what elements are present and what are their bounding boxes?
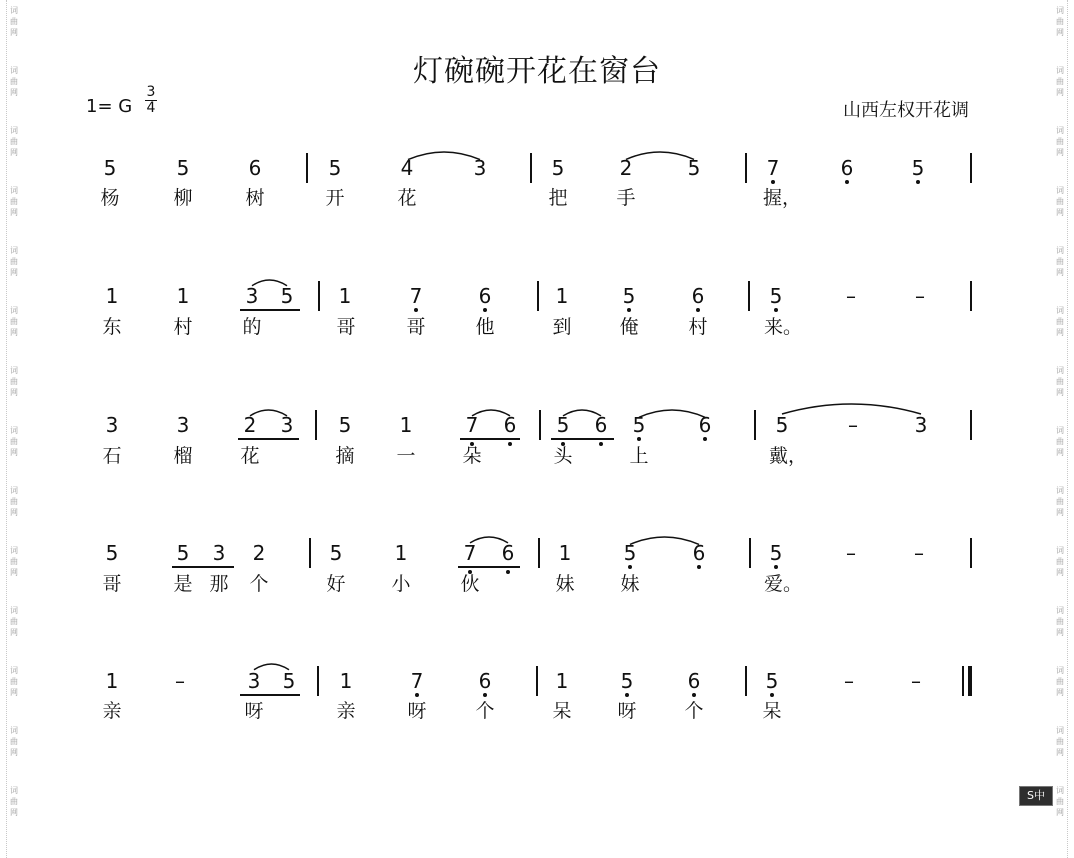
watermark-glyph: 词 — [1056, 786, 1064, 795]
watermark-glyph: 曲 — [1056, 197, 1064, 206]
note: 3 — [280, 413, 294, 437]
note: 1 — [558, 541, 572, 565]
lyric-char: 握， — [763, 187, 802, 209]
lyric-char: 是 — [173, 573, 193, 595]
lyric-char: 头 — [553, 445, 573, 467]
lyric-char: 呆 — [762, 700, 782, 722]
note: 1 — [338, 284, 352, 308]
note: 5 — [103, 156, 117, 180]
watermark-glyph: 词 — [1056, 726, 1064, 735]
watermark-glyph: 词 — [10, 546, 18, 555]
note: 2 — [252, 541, 266, 565]
watermark-glyph: 曲 — [10, 77, 18, 86]
slur — [639, 410, 705, 417]
note: 2 — [243, 413, 257, 437]
watermark-glyph: 网 — [10, 28, 18, 37]
lyric-char: 小 — [391, 573, 411, 595]
note: 5 — [329, 541, 343, 565]
watermark-glyph: 网 — [10, 388, 18, 397]
watermark-glyph: 词 — [1056, 486, 1064, 495]
key-signature: 1= G — [86, 96, 133, 117]
note: 5 — [328, 156, 342, 180]
note: 6 — [248, 156, 262, 180]
watermark-glyph: 曲 — [10, 317, 18, 326]
note: 5 — [903, 157, 933, 179]
lyric-char: 花 — [240, 445, 260, 467]
note: 1 — [176, 284, 190, 308]
watermark-glyph: 网 — [10, 448, 18, 457]
watermark-glyph: 网 — [10, 748, 18, 757]
watermark-glyph: 词 — [10, 6, 18, 15]
note: 5 — [280, 284, 294, 308]
note: 7 — [402, 670, 432, 692]
watermark-glyph: 曲 — [1056, 737, 1064, 746]
watermark-glyph: 词 — [10, 366, 18, 375]
watermark-glyph: 曲 — [1056, 377, 1064, 386]
lyric-char: 石 — [102, 445, 122, 467]
watermark-glyph: 曲 — [1056, 17, 1064, 26]
watermark-glyph: 词 — [10, 786, 18, 795]
watermark-glyph: 网 — [1056, 688, 1064, 697]
watermark-glyph: 曲 — [1056, 257, 1064, 266]
lyric-char: 亲 — [336, 700, 356, 722]
watermark-glyph: 曲 — [1056, 557, 1064, 566]
note: 5 — [338, 413, 352, 437]
slur — [630, 537, 699, 544]
song-title: 灯碗碗开花在窗台 — [413, 54, 661, 89]
lyric-char: 来。 — [764, 316, 803, 338]
lyric-char: 村 — [688, 316, 708, 338]
watermark-glyph: 曲 — [1056, 797, 1064, 806]
note: 6 — [470, 670, 500, 692]
watermark-glyph: 网 — [1056, 388, 1064, 397]
lyric-char: 开 — [325, 187, 345, 209]
note: 6 — [586, 414, 616, 436]
note: 6 — [679, 670, 709, 692]
lyric-char: 树 — [245, 187, 265, 209]
watermark-glyph: 词 — [10, 726, 18, 735]
note: 6 — [470, 285, 500, 307]
input-method-badge[interactable]: S中 — [1019, 786, 1053, 806]
lyric-char: 一 — [396, 445, 416, 467]
note: 6 — [683, 285, 713, 307]
watermark-glyph: 词 — [10, 66, 18, 75]
lyric-char: 妹 — [555, 573, 575, 595]
note: 5 — [757, 670, 787, 692]
note: 5 — [176, 541, 190, 565]
watermark-glyph: 网 — [1056, 748, 1064, 757]
note: 6 — [832, 157, 862, 179]
note: 5 — [612, 670, 642, 692]
watermark-glyph: 词 — [1056, 126, 1064, 135]
watermark-glyph: 网 — [1056, 148, 1064, 157]
watermark-glyph: 曲 — [10, 677, 18, 686]
watermark-glyph: 曲 — [1056, 317, 1064, 326]
watermark-glyph: 网 — [1056, 88, 1064, 97]
watermark-glyph: 词 — [10, 486, 18, 495]
note: – — [175, 669, 185, 693]
lyric-char: 柳 — [173, 187, 193, 209]
slur — [252, 280, 287, 286]
watermark-glyph: 网 — [1056, 628, 1064, 637]
watermark-glyph: 词 — [1056, 6, 1064, 15]
watermark-glyph: 词 — [10, 426, 18, 435]
note: 5 — [615, 542, 645, 564]
note: – — [848, 413, 858, 437]
lyric-char: 爱。 — [764, 573, 803, 595]
watermark-glyph: 词 — [1056, 366, 1064, 375]
watermark-glyph: 曲 — [10, 737, 18, 746]
lyric-char: 朵 — [462, 445, 482, 467]
slur — [563, 410, 601, 416]
lyric-char: 上 — [629, 445, 649, 467]
note: 5 — [687, 156, 701, 180]
watermark-glyph: 网 — [10, 508, 18, 517]
lyric-char: 妹 — [620, 573, 640, 595]
lyric-char: 那 — [209, 573, 229, 595]
note: 5 — [761, 542, 791, 564]
note: 5 — [548, 414, 578, 436]
watermark-glyph: 网 — [10, 808, 18, 817]
note: 5 — [282, 669, 296, 693]
note: – — [846, 284, 856, 308]
watermark-glyph: 网 — [10, 208, 18, 217]
lyric-char: 好 — [326, 573, 346, 595]
note: – — [844, 669, 854, 693]
note: 5 — [614, 285, 644, 307]
lyric-char: 哥 — [102, 573, 122, 595]
watermark-glyph: 词 — [10, 126, 18, 135]
note: 3 — [212, 541, 226, 565]
note: 3 — [473, 156, 487, 180]
slur — [470, 537, 508, 543]
lyric-char: 哥 — [336, 316, 356, 338]
note: 5 — [176, 156, 190, 180]
watermark-glyph: 网 — [10, 628, 18, 637]
watermark-glyph: 曲 — [1056, 437, 1064, 446]
note: 5 — [624, 414, 654, 436]
note: 6 — [493, 542, 523, 564]
lyric-char: 榴 — [173, 445, 193, 467]
watermark-glyph: 曲 — [10, 17, 18, 26]
watermark-glyph: 曲 — [1056, 677, 1064, 686]
note: 1 — [399, 413, 413, 437]
watermark-glyph: 网 — [1056, 28, 1064, 37]
lyric-char: 摘 — [335, 445, 355, 467]
watermark-glyph: 曲 — [10, 437, 18, 446]
note: 7 — [455, 542, 485, 564]
note: 5 — [551, 156, 565, 180]
note: 6 — [684, 542, 714, 564]
lyric-char: 他 — [475, 316, 495, 338]
watermark-glyph: 网 — [10, 268, 18, 277]
watermark-glyph: 网 — [10, 328, 18, 337]
lyric-char: 东 — [102, 316, 122, 338]
slur — [626, 152, 694, 159]
lyric-char: 个 — [475, 700, 495, 722]
watermark-glyph: 网 — [10, 148, 18, 157]
lyric-char: 戴， — [769, 445, 808, 467]
watermark-glyph: 网 — [1056, 208, 1064, 217]
watermark-glyph: 曲 — [10, 137, 18, 146]
lyric-char: 亲 — [102, 700, 122, 722]
note: – — [846, 541, 856, 565]
slur — [472, 410, 510, 416]
slur — [782, 404, 921, 414]
watermark-glyph: 词 — [10, 606, 18, 615]
watermark-glyph: 网 — [1056, 508, 1064, 517]
note: – — [914, 541, 924, 565]
note: 1 — [555, 669, 569, 693]
note: 1 — [555, 284, 569, 308]
watermark-glyph: 曲 — [10, 257, 18, 266]
lyric-char: 呀 — [407, 700, 427, 722]
time-signature-top: 3 — [146, 84, 156, 100]
watermark-glyph: 网 — [1056, 268, 1064, 277]
note: 7 — [457, 414, 487, 436]
watermark-glyph: 网 — [1056, 568, 1064, 577]
lyric-char: 到 — [552, 316, 572, 338]
watermark-glyph: 曲 — [10, 797, 18, 806]
note: 1 — [105, 669, 119, 693]
note: 2 — [619, 156, 633, 180]
note: 5 — [775, 413, 789, 437]
note: 3 — [176, 413, 190, 437]
watermark-glyph: 曲 — [10, 377, 18, 386]
watermark-glyph: 词 — [1056, 426, 1064, 435]
watermark-glyph: 曲 — [10, 617, 18, 626]
watermark-glyph: 曲 — [10, 557, 18, 566]
lyric-char: 呆 — [552, 700, 572, 722]
lyric-char: 哥 — [406, 316, 426, 338]
watermark-glyph: 词 — [10, 666, 18, 675]
lyric-char: 个 — [684, 700, 704, 722]
watermark-glyph: 词 — [1056, 546, 1064, 555]
slur — [254, 664, 289, 670]
note: 3 — [245, 284, 259, 308]
note: – — [915, 284, 925, 308]
note: 7 — [758, 157, 788, 179]
note: 4 — [400, 156, 414, 180]
watermark-glyph: 曲 — [1056, 617, 1064, 626]
lyric-char: 手 — [616, 187, 636, 209]
lyric-char: 呀 — [617, 700, 637, 722]
watermark-glyph: 曲 — [1056, 497, 1064, 506]
watermark-glyph: 网 — [1056, 328, 1064, 337]
watermark-glyph: 网 — [10, 688, 18, 697]
watermark-glyph: 词 — [1056, 666, 1064, 675]
time-signature-bottom: 4 — [146, 100, 156, 116]
watermark-glyph: 曲 — [10, 497, 18, 506]
watermark-glyph: 词 — [10, 186, 18, 195]
lyric-char: 杨 — [100, 187, 120, 209]
lyric-char: 村 — [173, 316, 193, 338]
note: 1 — [394, 541, 408, 565]
note: 5 — [761, 285, 791, 307]
note: – — [911, 669, 921, 693]
lyric-char: 呀 — [244, 700, 264, 722]
note: 6 — [495, 414, 525, 436]
watermark-glyph: 词 — [10, 246, 18, 255]
watermark-glyph: 词 — [1056, 306, 1064, 315]
note: 7 — [401, 285, 431, 307]
note: 1 — [105, 284, 119, 308]
note: 5 — [105, 541, 119, 565]
watermark-glyph: 词 — [1056, 606, 1064, 615]
watermark-glyph: 网 — [10, 568, 18, 577]
watermark-glyph: 网 — [1056, 808, 1064, 817]
note: 3 — [105, 413, 119, 437]
lyric-char: 伙 — [460, 573, 480, 595]
watermark-glyph: 网 — [10, 88, 18, 97]
lyric-char: 俺 — [619, 316, 639, 338]
watermark-glyph: 曲 — [10, 197, 18, 206]
watermark-glyph: 曲 — [1056, 137, 1064, 146]
song-source: 山西左权开花调 — [843, 100, 969, 121]
slur — [250, 410, 287, 416]
watermark-glyph: 词 — [1056, 66, 1064, 75]
lyric-char: 的 — [242, 316, 262, 338]
watermark-glyph: 词 — [1056, 246, 1064, 255]
watermark-glyph: 曲 — [1056, 77, 1064, 86]
note: 1 — [339, 669, 353, 693]
lyric-char: 个 — [249, 573, 269, 595]
watermark-glyph: 词 — [10, 306, 18, 315]
note: 3 — [914, 413, 928, 437]
slur — [408, 152, 480, 160]
lyric-char: 花 — [397, 187, 417, 209]
note: 3 — [247, 669, 261, 693]
note: 6 — [690, 414, 720, 436]
watermark-glyph: 网 — [1056, 448, 1064, 457]
lyric-char: 把 — [548, 187, 568, 209]
watermark-glyph: 词 — [1056, 186, 1064, 195]
